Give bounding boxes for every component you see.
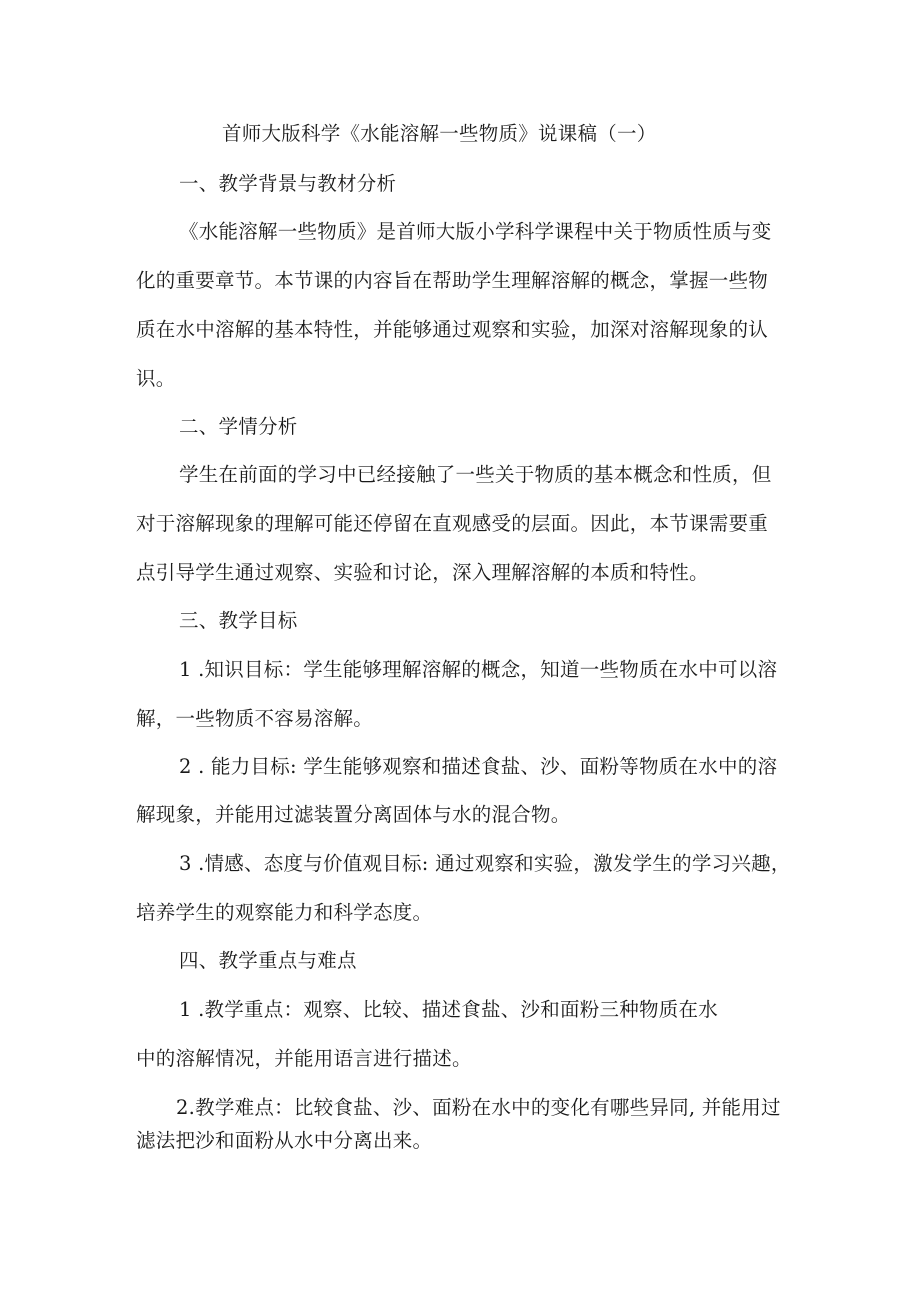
paragraph-line: 识。 — [136, 367, 176, 390]
paragraph-line: 《水能溶解一些物质》是首师大版小学科学课程中关于物质性质与变 — [179, 220, 772, 243]
section-heading-key-points: 四、教学重点与难点 — [179, 949, 357, 972]
goal-item-knowledge: 1 .知识目标：学生能够理解溶解的概念，知道一些物质在水中可以溶 — [179, 658, 778, 681]
paragraph-line: 点引导学生通过观察、实验和讨论，深入理解溶解的本质和特性。 — [136, 561, 709, 584]
key-point-item-cont: 中的溶解情况，并能用语言进行描述。 — [136, 1047, 472, 1070]
goal-item-ability-cont: 解现象，并能用过滤装置分离固体与水的混合物。 — [136, 803, 571, 826]
paragraph-line: 质在水中溶解的基本特性，并能够通过观察和实验，加深对溶解现象的认 — [136, 318, 769, 341]
difficulty-item: 2.教学难点：比较食盐、沙、面粉在水中的变化有哪些异同, 并能用过 — [176, 1096, 781, 1119]
paragraph-line: 对于溶解现象的理解可能还停留在直观感受的层面。因此，本节课需要重 — [136, 512, 769, 535]
paragraph-line: 学生在前面的学习中已经接触了一些关于物质的基本概念和性质，但 — [179, 463, 772, 486]
key-point-item: 1 .教学重点：观察、比较、描述食盐、沙和面粉三种物质在水 — [179, 998, 719, 1021]
paragraph-line: 化的重要章节。本节课的内容旨在帮助学生理解溶解的概念，掌握一些物 — [136, 269, 769, 292]
document-title: 首师大版科学《水能溶解一些物质》说课稿（一） — [222, 122, 657, 145]
goal-item-attitude-cont: 培养学生的观察能力和科学态度。 — [136, 901, 433, 924]
difficulty-item-cont: 滤法把沙和面粉从水中分离出来。 — [136, 1129, 433, 1152]
goal-item-knowledge-cont: 解，一些物质不容易溶解。 — [136, 707, 374, 730]
section-heading-students: 二、学情分析 — [179, 415, 298, 438]
section-heading-background: 一、教学背景与教材分析 — [179, 172, 397, 195]
goal-item-ability: 2 . 能力目标: 学生能够观察和描述食盐、沙、面粉等物质在水中的溶 — [179, 755, 778, 778]
section-heading-goals: 三、教学目标 — [179, 609, 298, 632]
goal-item-attitude: 3 .情感、态度与价值观目标: 通过观察和实验，激发学生的学习兴趣， — [179, 852, 791, 875]
